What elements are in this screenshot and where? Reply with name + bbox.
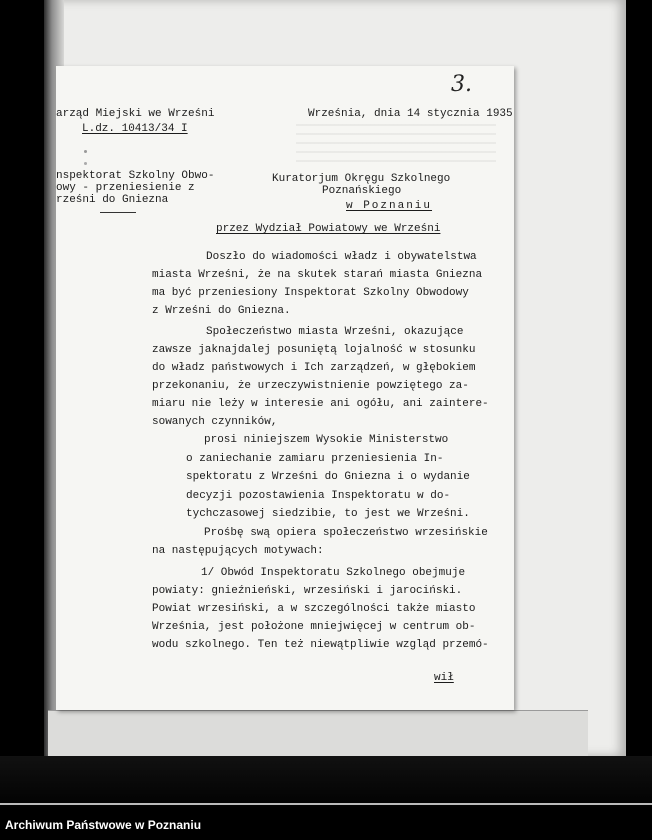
body-line-5: Społeczeństwo miasta Wrześni, okazujące <box>206 326 464 338</box>
underlying-sheet <box>48 710 588 757</box>
body-line-1: Doszło do wiadomości władz i obywatelstwa <box>206 251 477 263</box>
body-line-18: 1/ Obwód Inspektoratu Szkolnego obejmuje <box>201 567 466 579</box>
body-line-6: zawsze jaknajdalej posuniętą lojalność w stosunku <box>152 344 476 356</box>
body-line-7: do władz państwowych i Ich zarządzeń, w głębokiem <box>152 362 476 374</box>
recipient-city: w Poznaniu <box>346 200 433 212</box>
body-line-2: miasta Wrześni, że na skutek starań miasta Gniezna <box>152 269 483 281</box>
subject-line-2: owy - przeniesienie z <box>56 182 195 194</box>
body-line-9: miaru nie leży w interesie ani ogółu, ani zaintere- <box>152 398 489 410</box>
subject-line-3: rześni do Gniezna <box>56 194 169 206</box>
body-line-12: o zaniechanie zamiaru przeniesienia In- <box>186 453 444 465</box>
archive-label: Archiwum Państwowe w Poznaniu <box>5 818 202 832</box>
recipient-via: przez Wydział Powiatowy we Wrześni <box>216 223 441 235</box>
body-line-21: Września, jest położone mniejwięcej w centrum ob- <box>152 621 476 633</box>
place-date: Września, dnia 14 stycznia 1935 <box>308 108 513 120</box>
catchword: wił <box>434 672 454 684</box>
body-line-11: prosi niniejszem Wysokie Ministerstwo <box>204 434 449 446</box>
reference-number: L.dz. 10413/34 I <box>82 123 188 135</box>
margin-mark <box>84 162 87 165</box>
body-line-15: tychczasowej siedzibie, to jest we Wrześni. <box>186 508 470 520</box>
letter-page <box>56 66 514 710</box>
recipient-line-1: Kuratorjum Okręgu Szkolnego <box>272 173 451 185</box>
subject-line-1: nspektorat Szkolny Obwo- <box>56 170 215 182</box>
body-line-17: na następujących motywach: <box>152 545 324 557</box>
body-line-16: Prośbę swą opiera społeczeństwo wrzesińskie <box>204 527 488 539</box>
margin-mark <box>84 150 87 153</box>
body-line-8: przekonaniu, że urzeczywistnienie powziętego za- <box>152 380 469 392</box>
body-line-4: z Wrześni do Gniezna. <box>152 305 291 317</box>
body-line-20: Powiat wrzesiński, a w szczególności także miasto <box>152 603 476 615</box>
body-line-22: wodu szkolnego. Ten też niewątpliwie wzgląd przemó- <box>152 639 489 651</box>
subject-rule <box>100 212 136 213</box>
body-line-13: spektoratu z Wrześni do Gniezna i o wydanie <box>186 471 470 483</box>
sender-office: arząd Miejski we Wrześni <box>56 108 215 120</box>
scan-edge-line <box>0 803 652 805</box>
bleed-through-text <box>296 124 496 168</box>
body-line-3: ma być przeniesiony Inspektorat Szkolny Obwodowy <box>152 287 469 299</box>
body-line-10: sowanych czynników, <box>152 416 278 428</box>
body-line-14: decyzji pozostawienia Inspektoratu w do- <box>186 490 451 502</box>
recipient-line-2: Poznańskiego <box>322 185 402 197</box>
folio-number: 3. <box>451 72 472 97</box>
body-line-19: powiaty: gnieźnieński, wrzesiński i jarociński. <box>152 585 463 597</box>
